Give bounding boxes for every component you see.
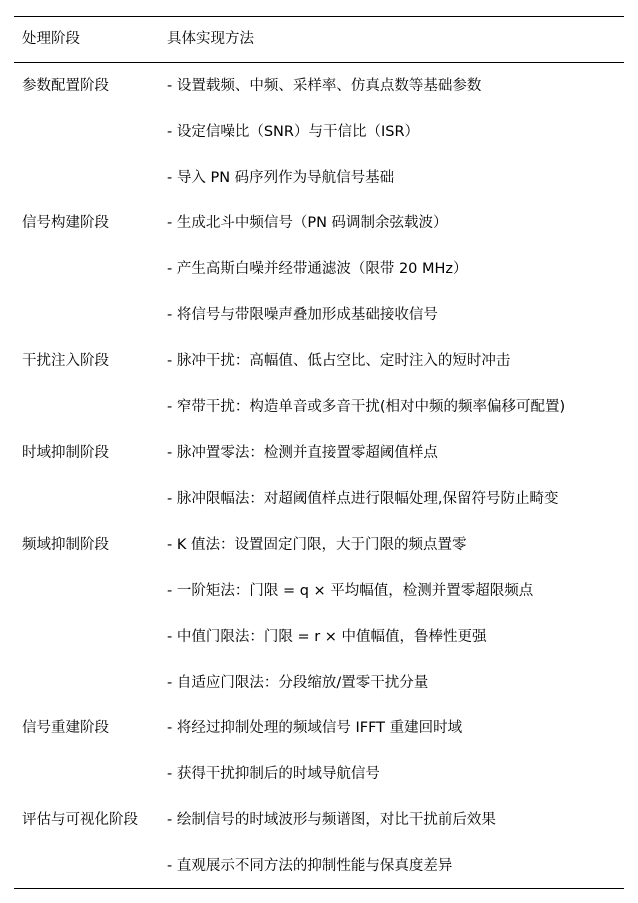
method-cell: - 自适应门限法：分段缩放/置零干扰分量 xyxy=(167,675,429,691)
header-stage: 处理阶段 xyxy=(22,31,80,47)
method-cell: - 脉冲限幅法：对超阈值样点进行限幅处理,保留符号防止畸变 xyxy=(167,491,559,507)
header-method: 具体实现方法 xyxy=(167,31,254,47)
method-cell: - 获得干扰抑制后的时域导航信号 xyxy=(167,766,380,782)
method-cell: - 直观展示不同方法的抑制性能与保真度差异 xyxy=(167,858,453,874)
method-cell: - 脉冲干扰：高幅值、低占空比、定时注入的短时冲击 xyxy=(167,353,511,369)
method-cell: - 将经过抑制处理的频域信号 IFFT 重建回时域 xyxy=(167,720,463,736)
method-cell: - 设置载频、中频、采样率、仿真点数等基础参数 xyxy=(167,78,482,94)
method-cell: - 绘制信号的时域波形与频谱图，对比干扰前后效果 xyxy=(167,812,496,828)
method-cell: - 将信号与带限噪声叠加形成基础接收信号 xyxy=(167,307,438,323)
stage-cell: 参数配置阶段 xyxy=(22,78,109,94)
method-cell: - 导入 PN 码序列作为导航信号基础 xyxy=(167,170,395,186)
stage-cell: 信号重建阶段 xyxy=(22,720,109,736)
method-cell: - 设定信噪比（SNR）与干信比（ISR） xyxy=(167,124,420,140)
stage-cell: 干扰注入阶段 xyxy=(22,353,109,369)
method-cell: - K 值法：设置固定门限，大于门限的频点置零 xyxy=(167,537,467,553)
method-cell: - 窄带干扰：构造单音或多音干扰(相对中频的频率偏移可配置) xyxy=(167,399,566,415)
method-cell: - 产生高斯白噪并经带通滤波（限带 20 MHz） xyxy=(167,261,468,277)
stage-cell: 评估与可视化阶段 xyxy=(22,812,138,828)
method-cell: - 生成北斗中频信号（PN 码调制余弦载波） xyxy=(167,215,448,231)
method-cell: - 脉冲置零法：检测并直接置零超阈值样点 xyxy=(167,445,438,461)
method-cell: - 一阶矩法：门限 = q × 平均幅值，检测并置零超限频点 xyxy=(167,583,534,599)
stage-cell: 时域抑制阶段 xyxy=(22,445,109,461)
stage-cell: 频域抑制阶段 xyxy=(22,537,109,553)
table-top-rule xyxy=(14,16,624,17)
header-rule xyxy=(14,62,624,63)
stage-cell: 信号构建阶段 xyxy=(22,215,109,231)
method-cell: - 中值门限法：门限 = r × 中值幅值，鲁棒性更强 xyxy=(167,629,487,645)
table-bottom-rule xyxy=(14,888,624,889)
